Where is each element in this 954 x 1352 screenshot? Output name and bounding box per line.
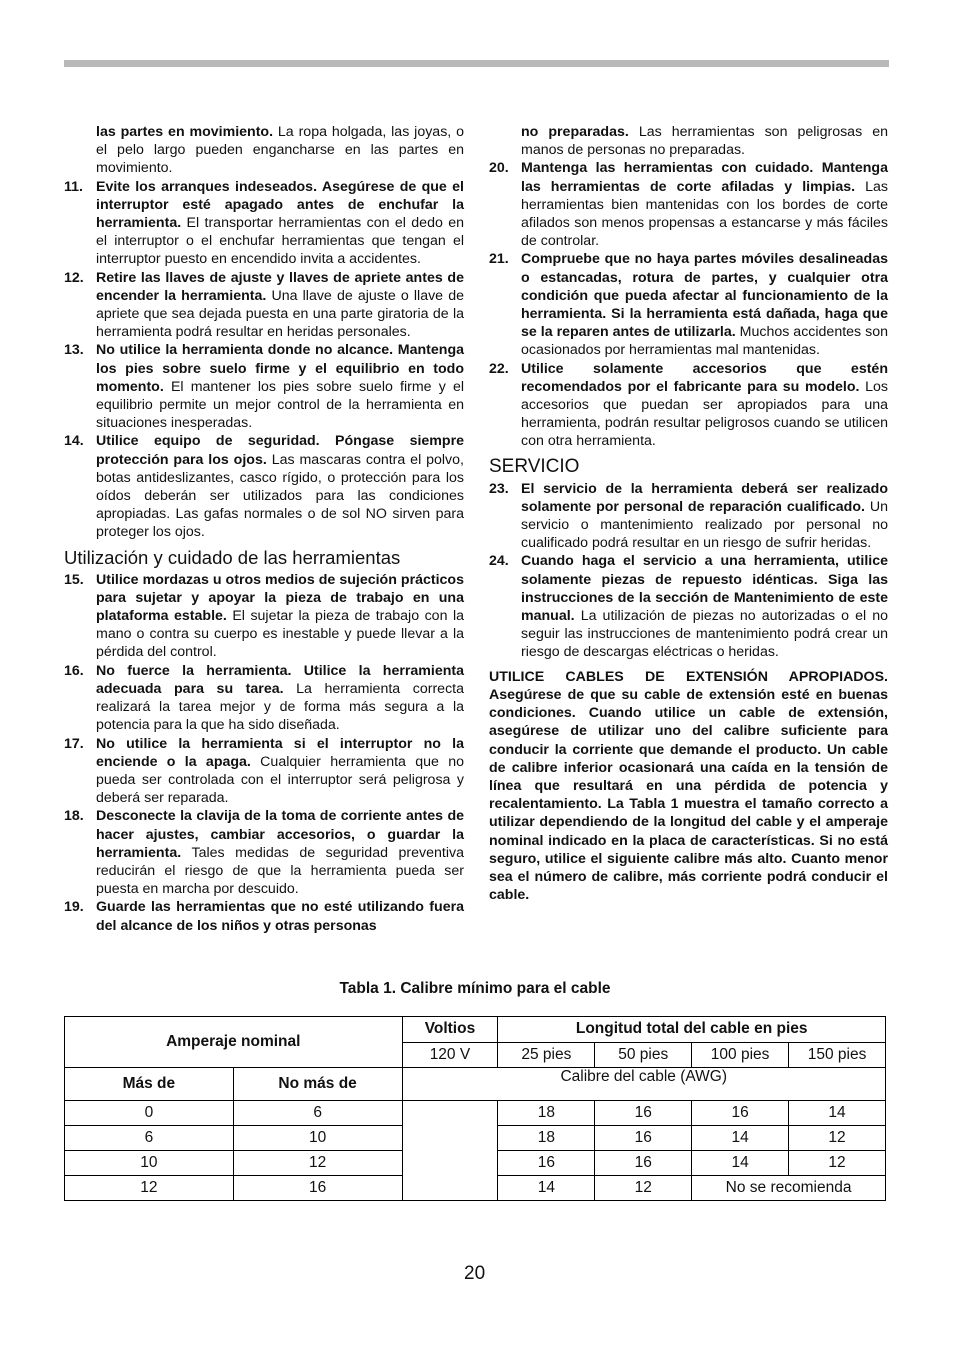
table-cell: 14 bbox=[498, 1176, 595, 1201]
item-number: 14. bbox=[64, 433, 84, 450]
item-bold: no preparadas. bbox=[521, 124, 629, 140]
item-text: Las mascaras contra el polvo, botas antideslizantes, casco rígido, o protección para los oídos deberán ser utilizados para las condiciones apropiadas. Las gafas normales o de sol NO sirven para proteger los ojos. bbox=[96, 451, 464, 541]
extension-cord-paragraph: UTILICE CABLES DE EXTENSIÓN APROPIADOS. Asegúrese de que su cable de extensión esté en buenas condiciones. Cuando utilice un cable de extensión, asegúrese de utilizar uno del calibre suficiente para conducir la corriente que demande el producto. Un cable de calibre inferior ocasionará una caída en la tensión de línea que resultará en una pérdida de potencia y recalentamiento. La Tabla 1 muestra el tamaño correcto a utilizar dependiendo de la longitud del cable y el amperaje nominal indicado en la placa de características. Si no está seguro, utilice el siguiente calibre más alto. Cuanto menor sea el número de calibre, más corriente podrá conducir el cable. bbox=[489, 668, 888, 904]
item-bold: El servicio de la herramienta deberá ser realizado solamente por personal de reparación cualificado. bbox=[521, 480, 888, 515]
table-cell: 18 bbox=[498, 1101, 595, 1126]
length-cell: 50 pies bbox=[595, 1042, 692, 1068]
not-recommended-cell: No se recomienda bbox=[692, 1176, 886, 1201]
item-text: La utilización de piezas no autorizadas o el no seguir las instrucciones de mantenimiento podrá crear un riesgo de descargas eléctricas o heridas. bbox=[521, 608, 888, 661]
item-number: 16. bbox=[64, 662, 84, 679]
item-number: 21. bbox=[489, 251, 509, 268]
list-item bbox=[64, 341, 464, 432]
table-cell: 0 bbox=[65, 1101, 234, 1126]
item-number: 24. bbox=[489, 553, 509, 570]
list-item bbox=[64, 662, 464, 735]
table-cell: 16 bbox=[498, 1151, 595, 1176]
item-bold: Utilice equipo de seguridad. Póngase siempre protección para los ojos. bbox=[96, 433, 464, 468]
item-number: 15. bbox=[64, 571, 84, 588]
list-item bbox=[64, 571, 464, 662]
item-bold: Utilice mordazas u otros medios de sujeción prácticos para sujetar y apoyar la pieza de trabajo en una plataforma estable. bbox=[96, 571, 464, 625]
item-bold: Compruebe que no haya partes móviles desalineadas o estancadas, rotura de partes, y cualquier otra condición que pueda afectar al funcionamiento de la herramienta. Si la herramienta está dañada, haga que se la reparen antes de utilizarla. bbox=[521, 251, 888, 341]
volts-header: Voltios bbox=[402, 1017, 498, 1043]
right-column bbox=[489, 123, 888, 904]
item-number: 19. bbox=[64, 899, 84, 916]
table-cell: 14 bbox=[692, 1126, 789, 1151]
table-cell: 10 bbox=[233, 1126, 402, 1151]
list-item bbox=[64, 269, 464, 342]
item-bold: Guarde las herramientas que no esté utilizando fuera del alcance de los niños y otras personas bbox=[96, 899, 464, 934]
table-cell: 14 bbox=[692, 1151, 789, 1176]
section-heading: Utilización y cuidado de las herramientas bbox=[64, 546, 401, 568]
list-item bbox=[489, 480, 888, 553]
list-item bbox=[64, 123, 464, 178]
list-item bbox=[489, 123, 888, 159]
list-item bbox=[64, 735, 464, 808]
item-text: La herramienta correcta realizará la tarea mejor y de forma más segura a la potencia para la que ha sido diseñada. bbox=[96, 680, 464, 734]
list-item bbox=[489, 552, 888, 661]
table-cell: 12 bbox=[233, 1151, 402, 1176]
top-rule bbox=[64, 60, 889, 67]
item-text: El transportar herramientas con el dedo en el interruptor o el enchufar herramientas que tengan el interruptor puesto en encendido invita a accidentes. bbox=[96, 215, 464, 268]
volt-value: 120 V bbox=[402, 1042, 498, 1068]
table-cell: 12 bbox=[789, 1126, 886, 1151]
list-item bbox=[489, 250, 888, 359]
table-cell: 6 bbox=[233, 1101, 402, 1126]
table-cell: 14 bbox=[789, 1101, 886, 1126]
item-text: El sujetar la pieza de trabajo con la mano o contra su cuerpo es inestable y puede llevar a la pérdida del control. bbox=[96, 608, 464, 661]
item-text: Muchos accidentes son ocasionados por herramientas mal mantenidas. bbox=[521, 324, 888, 359]
item-bold: No utilice la herramienta donde no alcance. Mantenga los pies sobre suelo firme y el equilibrio en todo momento. bbox=[96, 342, 464, 395]
item-bold: las partes en movimiento. bbox=[96, 124, 274, 140]
item-bold: Evite los arranques indeseados. Asegúrese de que el interruptor esté apagado antes de enchufar la herramienta. bbox=[96, 178, 464, 232]
table-cell: 18 bbox=[498, 1126, 595, 1151]
list-item bbox=[489, 159, 888, 250]
item-text: Un servicio o mantenimiento realizado por personal no cualificado podrá resultar en un riesgo de sufrir heridas. bbox=[521, 498, 888, 552]
section-heading: SERVICIO bbox=[489, 455, 580, 477]
item-number: 18. bbox=[64, 808, 84, 825]
item-text: La ropa holgada, las joyas, o el pelo largo pueden engancharse en las partes en movimiento. bbox=[96, 124, 464, 177]
cable-gauge-table bbox=[64, 1016, 886, 1201]
table-cell: 12 bbox=[595, 1176, 692, 1201]
page-number: 20 bbox=[464, 1263, 486, 1284]
item-text: Las herramientas son peligrosas en manos de personas no preparadas. bbox=[521, 124, 888, 159]
item-bold: Retire las llaves de ajuste y llaves de apriete antes de encender la herramienta. bbox=[96, 269, 464, 304]
length-cell: 25 pies bbox=[498, 1042, 595, 1068]
item-number: 11. bbox=[64, 178, 83, 195]
item-number: 12. bbox=[64, 269, 84, 286]
list-item bbox=[64, 432, 464, 541]
amperage-header: Amperaje nominal bbox=[65, 1017, 403, 1068]
length-header: Longitud total del cable en pies bbox=[498, 1017, 886, 1043]
not-more-than-header: No más de bbox=[233, 1068, 402, 1101]
table-cell: 16 bbox=[692, 1101, 789, 1126]
item-number: 17. bbox=[64, 735, 84, 752]
item-bold: Desconecte la clavija de la toma de corriente antes de hacer ajustes, cambiar accesorios, o guardar la herramienta. bbox=[96, 808, 464, 861]
list-item bbox=[489, 360, 888, 451]
item-text: Cualquier herramienta que no pueda ser controlada con el interruptor será peligrosa y deberá ser reparada. bbox=[96, 753, 464, 807]
item-number: 13. bbox=[64, 342, 84, 359]
item-text: Las herramientas bien mantenidas con los bordes de corte afilados son menos propensas a estancarse y más fáciles de controlar. bbox=[521, 178, 888, 250]
item-bold: Mantenga las herramientas con cuidado. Mantenga las herramientas de corte afiladas y limpias. bbox=[521, 160, 888, 195]
more-than-header: Más de bbox=[65, 1068, 234, 1101]
item-bold: No fuerce la herramienta. Utilice la herramienta adecuada para su tarea. bbox=[96, 662, 464, 697]
table-cell: 12 bbox=[65, 1176, 234, 1201]
blank-volt-cell bbox=[402, 1101, 498, 1201]
length-cell: 150 pies bbox=[789, 1042, 886, 1068]
table-cell: 10 bbox=[65, 1151, 234, 1176]
item-text: Tales medidas de seguridad preventiva reducirán el riesgo de que la herramienta pueda ser puesta en marcha por descuido. bbox=[96, 844, 464, 898]
item-number: 20. bbox=[489, 160, 509, 177]
item-number: 23. bbox=[489, 480, 509, 497]
item-bold: Cuando haga el servicio a una herramienta, utilice solamente piezas de repuesto idénticas. Siga las instrucciones de la sección de Mantenimiento de este manual. bbox=[521, 553, 888, 625]
table-cell: 16 bbox=[233, 1176, 402, 1201]
item-text: El mantener los pies sobre suelo firme y el equilibrio permite un mejor control de la herramienta en situaciones inesperadas. bbox=[96, 378, 464, 432]
length-cell: 100 pies bbox=[692, 1042, 789, 1068]
list-item bbox=[64, 807, 464, 898]
item-bold: No utilice la herramienta si el interruptor no la enciende o la apaga. bbox=[96, 735, 464, 770]
table-cell: 16 bbox=[595, 1151, 692, 1176]
item-number: 22. bbox=[489, 360, 509, 377]
table-cell: 16 bbox=[595, 1126, 692, 1151]
left-column bbox=[64, 123, 464, 935]
table-cell: 6 bbox=[65, 1126, 234, 1151]
item-bold: Utilice solamente accesorios que estén recomendados por el fabricante para su modelo. bbox=[521, 360, 888, 395]
item-text: Los accesorios que puedan ser apropiados para una herramienta, podrán resultar peligrosos cuando se utilicen con otra herramienta. bbox=[521, 378, 888, 450]
gauge-header: Calibre del cable (AWG) bbox=[402, 1068, 886, 1101]
item-text: Una llave de ajuste o llave de apriete que sea dejada puesta en una parte giratoria de la herramienta podrá resultar en heridas personales. bbox=[96, 287, 464, 341]
list-item bbox=[64, 898, 464, 934]
table-cell: 16 bbox=[595, 1101, 692, 1126]
table-cell: 12 bbox=[789, 1151, 886, 1176]
table-caption: Tabla 1. Calibre mínimo para el cable bbox=[339, 980, 611, 997]
list-item bbox=[64, 178, 464, 269]
